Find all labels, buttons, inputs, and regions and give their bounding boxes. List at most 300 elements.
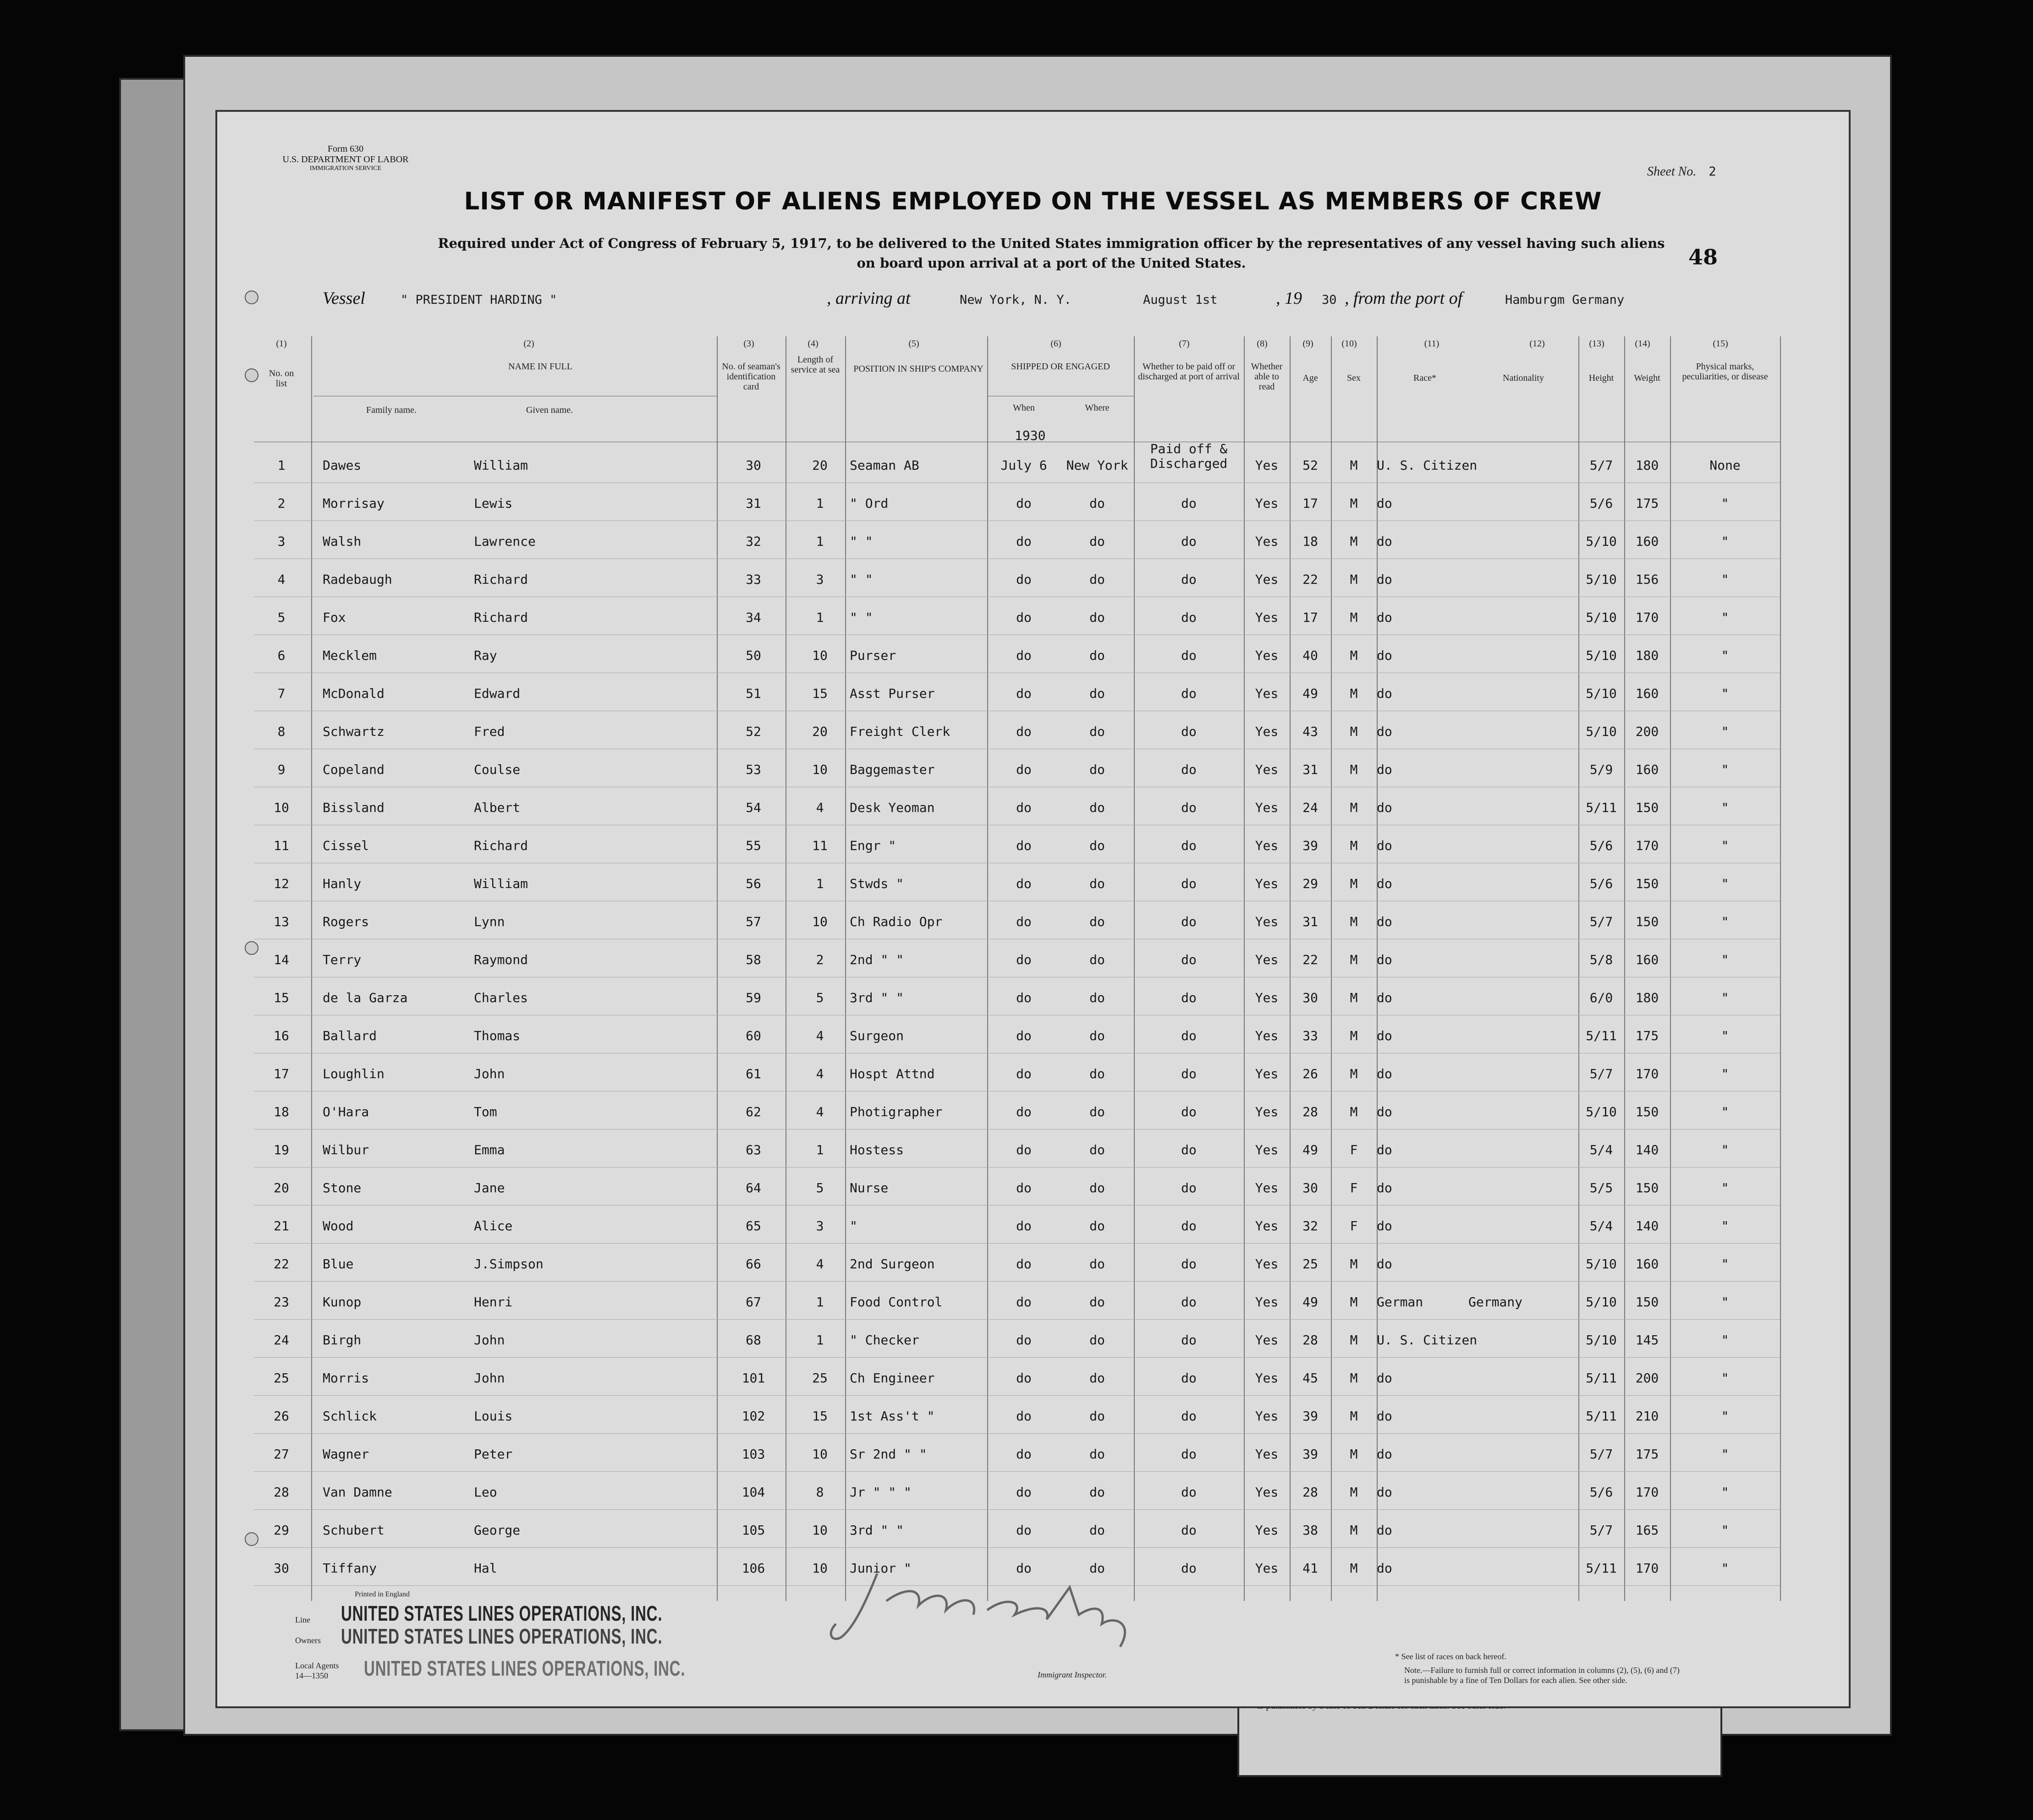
cell-position: " Checker: [850, 1332, 919, 1348]
cell-given: Lewis: [474, 496, 513, 511]
cell-marks: ": [1721, 990, 1729, 1005]
cell-marks: ": [1721, 1104, 1729, 1119]
column-divider: [845, 336, 846, 1601]
cell-card: 62: [746, 1104, 761, 1119]
cell-marks: ": [1721, 1066, 1729, 1081]
cell-marks: ": [1721, 648, 1729, 663]
cell-when: do: [1016, 762, 1032, 777]
cell-service: 1: [816, 1294, 824, 1310]
cell-paid: do: [1181, 1294, 1197, 1310]
cell-service: 10: [812, 914, 828, 929]
cell-service: 20: [812, 724, 828, 739]
cell-family: de la Garza: [323, 990, 408, 1005]
cell-card: 30: [746, 458, 761, 473]
cell-card: 105: [742, 1523, 765, 1538]
cell-family: Ballard: [323, 1028, 377, 1043]
cell-weight: 140: [1635, 1142, 1659, 1157]
cell-where: do: [1089, 1294, 1105, 1310]
cell-no: 20: [274, 1180, 289, 1195]
cell-read: Yes: [1255, 1218, 1279, 1233]
cell-service: 1: [816, 496, 824, 511]
cell-where: do: [1089, 762, 1105, 777]
cell-age: 25: [1302, 1256, 1318, 1272]
cell-weight: 150: [1635, 914, 1659, 929]
cell-height: 5/6: [1589, 496, 1613, 511]
subtitle-line2: on board upon arrival at a port of the United States.: [857, 255, 1246, 271]
cell-read: Yes: [1255, 1447, 1279, 1462]
cell-family: Schwartz: [323, 724, 385, 739]
cell-position: 3rd " ": [850, 990, 904, 1005]
row-divider: [254, 1357, 1780, 1358]
row-divider: [254, 1205, 1780, 1206]
cell-given: Alice: [474, 1218, 513, 1233]
cell-race: do: [1377, 1028, 1392, 1043]
cell-position: Asst Purser: [850, 686, 935, 701]
cell-read: Yes: [1255, 1523, 1279, 1538]
cell-age: 33: [1302, 1028, 1318, 1043]
cell-when: do: [1016, 1332, 1032, 1348]
cell-read: Yes: [1255, 800, 1279, 815]
cell-weight: 160: [1635, 686, 1659, 701]
cell-marks: ": [1721, 952, 1729, 967]
cell-given: Leo: [474, 1485, 497, 1500]
column-number: (2): [523, 339, 534, 349]
cell-where: do: [1089, 686, 1105, 701]
cell-no: 22: [274, 1256, 289, 1272]
column-number: (3): [743, 339, 754, 349]
cell-card: 58: [746, 952, 761, 967]
cell-card: 54: [746, 800, 761, 815]
cell-no: 3: [277, 534, 286, 549]
footer-note-line1: Note.—Failure to furnish full or correct information in columns (2), (5), (6) and (7): [1404, 1666, 1680, 1675]
cell-given: Emma: [474, 1142, 505, 1157]
cell-where: do: [1089, 1256, 1105, 1272]
column-header-no-on-list: No. on list: [269, 368, 294, 389]
cell-weight: 180: [1635, 990, 1659, 1005]
cell-service: 4: [816, 1066, 824, 1081]
line-stamp: UNITED STATES LINES OPERATIONS, INC.: [341, 1601, 663, 1625]
cell-race: do: [1377, 1066, 1392, 1081]
column-number: (1): [276, 339, 287, 349]
cell-age: 49: [1302, 1294, 1318, 1310]
cell-height: 5/10: [1586, 1256, 1617, 1272]
cell-paid: do: [1181, 838, 1197, 853]
cell-no: 29: [274, 1523, 289, 1538]
cell-read: Yes: [1255, 496, 1279, 511]
cell-paid: do: [1181, 648, 1197, 663]
cell-nationality: Germany: [1468, 1294, 1523, 1310]
cell-height: 5/10: [1586, 1104, 1617, 1119]
cell-weight: 165: [1635, 1523, 1659, 1538]
vessel-label: Vessel: [323, 289, 365, 308]
cell-family: Birgh: [323, 1332, 362, 1348]
cell-where: do: [1089, 1104, 1105, 1119]
column-divider: [717, 336, 718, 1601]
cell-weight: 160: [1635, 952, 1659, 967]
cell-read: Yes: [1255, 1332, 1279, 1348]
inspector-signature: [813, 1560, 1180, 1651]
cell-position: Baggemaster: [850, 762, 935, 777]
cell-service: 11: [812, 838, 828, 853]
cell-where: New York: [1066, 458, 1128, 473]
cell-sex: M: [1350, 1028, 1358, 1043]
cell-where: do: [1089, 1561, 1105, 1576]
cell-given: William: [474, 876, 528, 891]
cell-paid: do: [1181, 990, 1197, 1005]
cell-given: Richard: [474, 610, 528, 625]
cell-service: 10: [812, 1447, 828, 1462]
cell-height: 5/6: [1589, 876, 1613, 891]
cell-card: 103: [742, 1447, 765, 1462]
cell-sex: M: [1350, 1104, 1358, 1119]
cell-age: 17: [1302, 496, 1318, 511]
cell-when: do: [1016, 534, 1032, 549]
cell-when: do: [1016, 1409, 1032, 1424]
cell-where: do: [1089, 496, 1105, 511]
cell-race: do: [1377, 1523, 1392, 1538]
crew-manifest-table: [254, 336, 1849, 1601]
cell-family: Van Damne: [323, 1485, 392, 1500]
cell-race: do: [1377, 610, 1392, 625]
cell-no: 17: [274, 1066, 289, 1081]
cell-paid: do: [1181, 1180, 1197, 1195]
cell-given: Thomas: [474, 1028, 521, 1043]
inspector-label: Immigrant Inspector.: [1038, 1670, 1107, 1679]
cell-when: do: [1016, 914, 1032, 929]
cell-given: William: [474, 458, 528, 473]
cell-weight: 170: [1635, 1485, 1659, 1500]
cell-when: do: [1016, 1180, 1032, 1195]
cell-position: 1st Ass't ": [850, 1409, 935, 1424]
cell-card: 67: [746, 1294, 761, 1310]
cell-marks: None: [1709, 458, 1741, 473]
cell-race: do: [1377, 1142, 1392, 1157]
cell-height: 5/7: [1589, 458, 1613, 473]
cell-age: 18: [1302, 534, 1318, 549]
vessel-name: " PRESIDENT HARDING ": [401, 293, 557, 307]
cell-marks: ": [1721, 1142, 1729, 1157]
cell-when: do: [1016, 952, 1032, 967]
cell-sex: M: [1350, 1294, 1358, 1310]
cell-marks: ": [1721, 838, 1729, 853]
cell-height: 5/7: [1589, 1066, 1613, 1081]
cell-position: 2nd Surgeon: [850, 1256, 935, 1272]
column-header-position: POSITION IN SHIP'S COMPANY: [853, 364, 984, 374]
cell-service: 3: [816, 1218, 824, 1233]
column-header-given-name: Given name.: [526, 405, 573, 415]
column-number: (7): [1179, 339, 1190, 349]
cell-where: do: [1089, 1218, 1105, 1233]
punch-hole: [245, 291, 258, 304]
cell-service: 5: [816, 990, 824, 1005]
cell-read: Yes: [1255, 686, 1279, 701]
cell-card: 53: [746, 762, 761, 777]
cell-no: 21: [274, 1218, 289, 1233]
cell-paid: do: [1181, 610, 1197, 625]
cell-weight: 150: [1635, 1294, 1659, 1310]
cell-marks: ": [1721, 1561, 1729, 1576]
cell-sex: M: [1350, 496, 1358, 511]
cell-age: 26: [1302, 1066, 1318, 1081]
cell-family: Dawes: [323, 458, 362, 473]
cell-no: 5: [277, 610, 286, 625]
cell-when: do: [1016, 496, 1032, 511]
cell-marks: ": [1721, 1370, 1729, 1386]
cell-when: do: [1016, 686, 1032, 701]
cell-where: do: [1089, 648, 1105, 663]
row-divider: [254, 482, 1780, 483]
cell-when: do: [1016, 1142, 1032, 1157]
cell-card: 101: [742, 1370, 765, 1386]
cell-given: Tom: [474, 1104, 497, 1119]
arrival-date: August 1st: [1143, 293, 1218, 307]
column-number: (10): [1341, 339, 1357, 349]
cell-position: " ": [850, 610, 873, 625]
row-divider: [254, 1395, 1780, 1396]
cell-position: Ch Engineer: [850, 1370, 935, 1386]
cell-sex: M: [1350, 1332, 1358, 1348]
cell-family: Mecklem: [323, 648, 377, 663]
cell-height: 5/11: [1586, 1028, 1617, 1043]
cell-no: 14: [274, 952, 289, 967]
cell-marks: ": [1721, 1409, 1729, 1424]
year-written: 1930: [1015, 428, 1046, 443]
cell-given: Albert: [474, 800, 521, 815]
cell-weight: 200: [1635, 1370, 1659, 1386]
cell-read: Yes: [1255, 1409, 1279, 1424]
cell-race: do: [1377, 1256, 1392, 1272]
cell-read: Yes: [1255, 1370, 1279, 1386]
cell-age: 17: [1302, 610, 1318, 625]
cell-position: " ": [850, 572, 873, 587]
cell-family: Wilbur: [323, 1142, 369, 1157]
column-number: (14): [1635, 339, 1650, 349]
column-header-id-card: No. of seaman's identification card: [722, 362, 780, 392]
cell-where: do: [1089, 1180, 1105, 1195]
column-header-height: Height: [1588, 373, 1614, 383]
cell-race: do: [1377, 762, 1392, 777]
cell-sex: M: [1350, 648, 1358, 663]
cell-sex: M: [1350, 1523, 1358, 1538]
cell-when: do: [1016, 1066, 1032, 1081]
cell-family: Morrisay: [323, 496, 385, 511]
cell-sex: M: [1350, 762, 1358, 777]
cell-when: do: [1016, 1218, 1032, 1233]
cell-weight: 175: [1635, 496, 1659, 511]
cell-position: Sr 2nd " ": [850, 1447, 927, 1462]
cell-no: 26: [274, 1409, 289, 1424]
cell-paid: do: [1181, 534, 1197, 549]
cell-height: 5/10: [1586, 648, 1617, 663]
cell-marks: ": [1721, 534, 1729, 549]
cell-given: Fred: [474, 724, 505, 739]
cell-height: 5/6: [1589, 1485, 1613, 1500]
cell-family: O'Hara: [323, 1104, 369, 1119]
cell-paid: do: [1181, 762, 1197, 777]
cell-card: 66: [746, 1256, 761, 1272]
cell-weight: 150: [1635, 1180, 1659, 1195]
cell-marks: ": [1721, 1256, 1729, 1272]
cell-service: 1: [816, 534, 824, 549]
cell-service: 1: [816, 1142, 824, 1157]
cell-given: Peter: [474, 1447, 513, 1462]
cell-race: do: [1377, 1409, 1392, 1424]
cell-paid: do: [1181, 1142, 1197, 1157]
cell-race: do: [1377, 1485, 1392, 1500]
cell-weight: 180: [1635, 648, 1659, 663]
cell-height: 5/4: [1589, 1142, 1613, 1157]
cell-no: 6: [277, 648, 286, 663]
cell-service: 1: [816, 610, 824, 625]
cell-marks: ": [1721, 572, 1729, 587]
cell-read: Yes: [1255, 1561, 1279, 1576]
cell-paid: do: [1181, 1218, 1197, 1233]
cell-when: do: [1016, 838, 1032, 853]
cell-no: 16: [274, 1028, 289, 1043]
cell-race: do: [1377, 838, 1392, 853]
cell-family: Fox: [323, 610, 346, 625]
column-header-when: When: [1013, 403, 1035, 413]
cell-weight: 145: [1635, 1332, 1659, 1348]
cell-family: Cissel: [323, 838, 369, 853]
cell-age: 32: [1302, 1218, 1318, 1233]
cell-service: 4: [816, 800, 824, 815]
cell-height: 5/10: [1586, 1332, 1617, 1348]
cell-card: 34: [746, 610, 761, 625]
agents-stamp: UNITED STATES LINES OPERATIONS, INC.: [364, 1656, 686, 1680]
column-divider: [311, 336, 312, 1601]
cell-age: 31: [1302, 914, 1318, 929]
cell-service: 1: [816, 876, 824, 891]
footer-note: [1404, 1665, 1680, 1685]
cell-where: do: [1089, 610, 1105, 625]
cell-position: ": [850, 1218, 857, 1233]
cell-weight: 156: [1635, 572, 1659, 587]
cell-age: 24: [1302, 800, 1318, 815]
cell-sex: M: [1350, 724, 1358, 739]
cell-family: Blue: [323, 1256, 354, 1272]
cell-paid: do: [1181, 572, 1197, 587]
cell-weight: 150: [1635, 1104, 1659, 1119]
cell-service: 8: [816, 1485, 824, 1500]
cell-marks: ": [1721, 1332, 1729, 1348]
cell-where: do: [1089, 800, 1105, 815]
cell-family: Bissland: [323, 800, 385, 815]
cell-service: 10: [812, 1523, 828, 1538]
row-divider: [254, 1433, 1780, 1434]
cell-height: 5/8: [1589, 952, 1613, 967]
year-prefix: , 19: [1276, 289, 1302, 308]
column-header-where: Where: [1085, 403, 1110, 413]
cell-race: German: [1377, 1294, 1423, 1310]
cell-height: 5/10: [1586, 572, 1617, 587]
cell-race: do: [1377, 952, 1392, 967]
cell-where: do: [1089, 572, 1105, 587]
cell-position: Engr ": [850, 838, 896, 853]
column-header-paid-off: Whether to be paid off or discharged at port of arrival: [1138, 362, 1240, 382]
cell-age: 43: [1302, 724, 1318, 739]
cell-age: 22: [1302, 952, 1318, 967]
cell-paid: do: [1181, 1485, 1197, 1500]
cell-position: " Ord: [850, 496, 889, 511]
cell-height: 5/11: [1586, 1561, 1617, 1576]
cell-sex: M: [1350, 534, 1358, 549]
cell-when: do: [1016, 800, 1032, 815]
cell-race: do: [1377, 724, 1392, 739]
cell-sex: M: [1350, 838, 1358, 853]
cell-paid: do: [1181, 1332, 1197, 1348]
cell-given: John: [474, 1332, 505, 1348]
cell-race: do: [1377, 1180, 1392, 1195]
cell-position: Desk Yeoman: [850, 800, 935, 815]
column-header-weight: Weight: [1634, 373, 1660, 383]
cell-read: Yes: [1255, 990, 1279, 1005]
cell-paid: do: [1181, 952, 1197, 967]
cell-sex: M: [1350, 1561, 1358, 1576]
cell-race: do: [1377, 1104, 1392, 1119]
cell-family: McDonald: [323, 686, 385, 701]
cell-where: do: [1089, 1370, 1105, 1386]
cell-when: do: [1016, 876, 1032, 891]
cell-age: 30: [1302, 990, 1318, 1005]
cell-marks: ": [1721, 1447, 1729, 1462]
form-code: 14—1350: [295, 1671, 328, 1680]
cell-family: Hanly: [323, 876, 362, 891]
cell-race: do: [1377, 534, 1392, 549]
cell-given: Louis: [474, 1409, 513, 1424]
cell-height: 5/10: [1586, 610, 1617, 625]
cell-weight: 175: [1635, 1028, 1659, 1043]
cell-where: do: [1089, 952, 1105, 967]
column-number: (5): [908, 339, 919, 349]
cell-paid: do: [1181, 800, 1197, 815]
cell-marks: ": [1721, 686, 1729, 701]
sheet-value: 2: [1709, 164, 1716, 179]
cell-position: " ": [850, 534, 873, 549]
cell-given: Coulse: [474, 762, 521, 777]
cell-where: do: [1089, 1485, 1105, 1500]
cell-card: 64: [746, 1180, 761, 1195]
cell-card: 106: [742, 1561, 765, 1576]
cell-family: Wagner: [323, 1447, 369, 1462]
cell-service: 10: [812, 1561, 828, 1576]
row-divider: [254, 1319, 1780, 1320]
cell-family: Schlick: [323, 1409, 377, 1424]
cell-no: 25: [274, 1370, 289, 1386]
cell-paid: do: [1181, 1523, 1197, 1538]
cell-card: 55: [746, 838, 761, 853]
cell-read: Yes: [1255, 572, 1279, 587]
owners-stamp: UNITED STATES LINES OPERATIONS, INC.: [341, 1624, 663, 1648]
cell-race: do: [1377, 1447, 1392, 1462]
cell-age: 30: [1302, 1180, 1318, 1195]
cell-read: Yes: [1255, 1180, 1279, 1195]
cell-service: 5: [816, 1180, 824, 1195]
cell-marks: ": [1721, 800, 1729, 815]
cell-sex: M: [1350, 458, 1358, 473]
cell-marks: ": [1721, 1485, 1729, 1500]
cell-height: 5/10: [1586, 724, 1617, 739]
cell-sex: M: [1350, 914, 1358, 929]
cell-card: 68: [746, 1332, 761, 1348]
cell-service: 15: [812, 686, 828, 701]
cell-when: do: [1016, 610, 1032, 625]
cell-position: Jr " " ": [850, 1485, 912, 1500]
form-service: IMMIGRATION SERVICE: [309, 165, 382, 172]
column-number: (11): [1424, 339, 1440, 349]
cell-race: do: [1377, 876, 1392, 891]
sheet-label: Sheet No.: [1647, 164, 1697, 179]
